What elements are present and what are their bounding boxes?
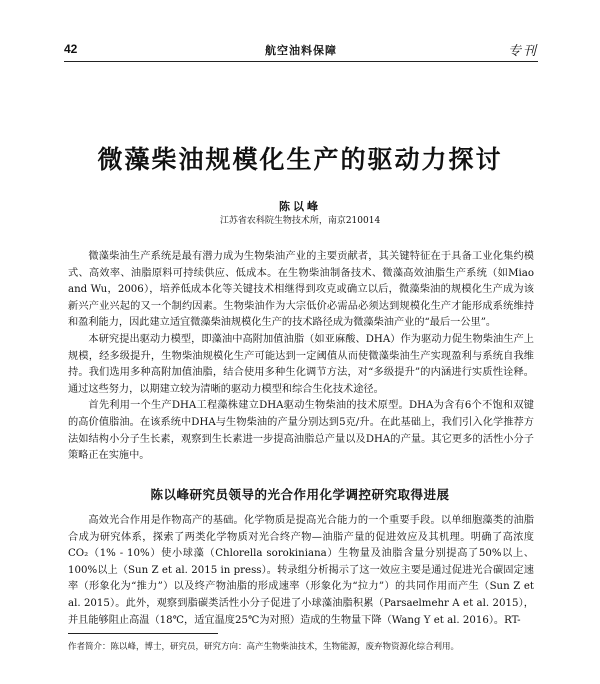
body-paragraph: 本研究提出驱动力模型，即藻油中高附加值油脂（如亚麻酸、DHA）作为驱动力促生物柴油生产上规模，经多级提升，生物柴油规模化生产可能达到一定阈值从而使微藻柴油生产实现盈利与系统自我维持。我们选用多种高附加值油脂，结合使用多种生化调节方法，对“多级提升”的内涵进行实质性诠释。通过这些努力，以期建立较为清晰的驱动力模型和综合生化技术途径。 bbox=[68, 333, 534, 395]
page-header bbox=[64, 40, 538, 60]
footnote-rule bbox=[68, 633, 218, 634]
header-rule bbox=[64, 61, 538, 62]
body-paragraph: 微藻柴油生产系统是最有潜力成为生物柴油产业的主要贡献者，其关键特征在于具备工业化集约模式、高效率、油脂原料可持续供应、低成本。在生物柴油制备技术、微藻高效油脂生产系统（如Miao and Wu，2006），培养低成本化等关键技术相继得到攻克或确立以后，微藻柴油的规模化生产成为该新兴产业兴起的又一个制约因素。生物柴油作为大宗低价必需品必须达到规模化生产才能形成系统维持和盈利能力，因此建立适宜微藻柴油规模化生产的技术路径成为微藻柴油产业的“最后一公里”。 bbox=[68, 251, 534, 329]
section-heading: 陈以峰研究员领导的光合作用化学调控研究取得进展 bbox=[150, 487, 450, 502]
article-author: 陈以峰 bbox=[279, 200, 321, 213]
intro-body bbox=[68, 249, 534, 465]
article-title: 微藻柴油规模化生产的驱动力探讨 bbox=[97, 145, 503, 174]
page-number: 42 bbox=[64, 42, 78, 56]
article-affiliation: 江苏省农科院生物技术所，南京210014 bbox=[219, 216, 381, 226]
journal-name: 航空油料保障 bbox=[265, 44, 337, 57]
body-paragraph: 高效光合作用是作物高产的基础。化学物质是提高光合能力的一个重要手段。以单细胞藻类的油脂合成为研究体系，探索了两类化学物质对光合终产物—油脂产量的促进效应及其机理。明确了高浓度CO₂（1% - 10%）使小球藻（Chlorella sorokiniana）生物量及油脂含量分别提高了50%以上、100%以上（Sun Z et al. 2015 in press）。转录组分析揭示了这一效应主要是通过促进光合碳固定速率（形象化为“推力”）以及终产物油脂的形成速率（形象化为“拉力”）的共同作用而产生（Sun Z et al. 2015）。此外，观察到脂碳类活性小分子促进了小球藻油脂积累（Parsaelmehr A et al. 2015），并且能够阻止高温（18℃，适宜温度25℃为对照）造成的生物量下降（Wang Y et al. 2016）。RT- bbox=[68, 515, 534, 626]
section-tag: 专刊 bbox=[507, 44, 538, 59]
author-footnote: 作者简介：陈以峰，博士，研究员，研究方向：高产生物柴油技术，生物能源，废弃物资源化综合利用。 bbox=[68, 642, 460, 652]
section-body bbox=[68, 513, 534, 629]
body-paragraph: 首先利用一个生产DHA工程藻株建立DHA驱动生物柴油的技术原型。DHA为含有6个不饱和双键的高价值脂油。在该系统中DHA与生物柴油的产量分别达到5克/升。在此基础上，我们引入化学推荐方法如结构小分子生长素，观察到生长素进一步提高油脂总产量以及DHA的产量。其它更多的活性小分子策略正在实施中。 bbox=[68, 400, 534, 462]
